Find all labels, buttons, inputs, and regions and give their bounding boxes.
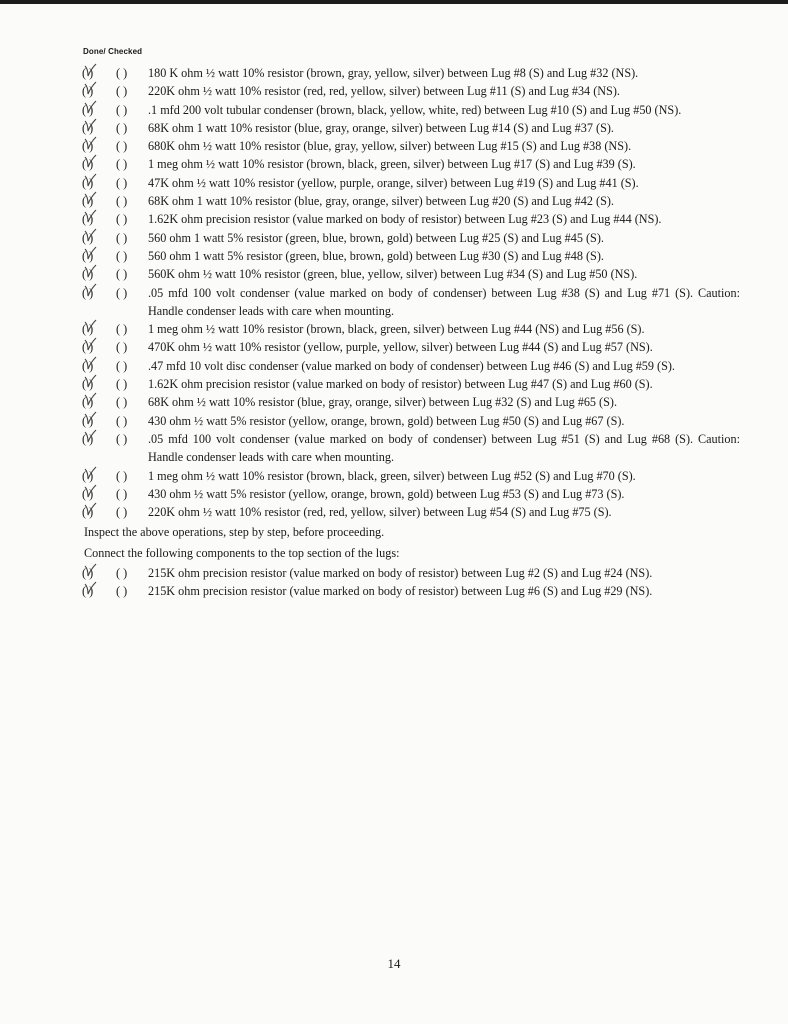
step-text: 560 ohm 1 watt 5% resistor (green, blue, brown, gold) between Lug #25 (S) and Lug #45 (S). bbox=[148, 230, 604, 245]
step-checkboxes bbox=[82, 64, 138, 82]
step-text: 47K ohm ½ watt 10% resistor (yellow, purple, orange, silver) between Lug #19 (S) and Lug #41 (S). bbox=[148, 175, 639, 190]
done-checkbox[interactable]: ( ) bbox=[82, 393, 104, 411]
step-checkboxes bbox=[82, 393, 138, 411]
step-text: 430 ohm ½ watt 5% resistor (yellow, orange, brown, gold) between Lug #50 (S) and Lug #67 (S). bbox=[148, 413, 625, 428]
checked-checkbox[interactable]: ( ) bbox=[116, 431, 128, 446]
done-checkbox[interactable]: ( ) bbox=[82, 338, 104, 356]
handwritten-check-icon bbox=[79, 373, 101, 395]
checked-checkbox[interactable]: ( ) bbox=[116, 102, 128, 117]
checked-checkbox[interactable]: ( ) bbox=[116, 194, 128, 209]
step-text: .05 mfd 100 volt condenser (value marked on body of condenser) between Lug #38 (S) and Lug #71 (S). Caution: Handle condenser leads with care when mounting. bbox=[148, 285, 740, 318]
done-header: Done bbox=[83, 47, 104, 56]
checked-checkbox[interactable]: ( ) bbox=[116, 120, 128, 135]
step-list-top bbox=[80, 564, 740, 601]
step-item bbox=[80, 155, 740, 173]
step-item bbox=[80, 174, 740, 192]
handwritten-check-icon bbox=[79, 117, 101, 139]
handwritten-check-icon bbox=[79, 153, 101, 175]
page-number: 14 bbox=[387, 956, 401, 971]
step-text: 1 meg ohm ½ watt 10% resistor (brown, black, green, silver) between Lug #44 (NS) and Lug #56 (S). bbox=[148, 322, 645, 337]
step-text: 215K ohm precision resistor (value marked on body of resistor) between Lug #2 (S) and Lug #24 (NS). bbox=[148, 566, 653, 581]
step-checkboxes bbox=[82, 485, 138, 503]
checked-checkbox[interactable]: ( ) bbox=[116, 230, 128, 245]
step-text: 470K ohm ½ watt 10% resistor (yellow, purple, yellow, silver) between Lug #44 (S) and Lug #57 (NS). bbox=[148, 340, 653, 355]
done-checkbox[interactable]: ( ) bbox=[82, 564, 104, 582]
checked-checkbox[interactable]: ( ) bbox=[116, 175, 128, 190]
checked-checkbox[interactable]: ( ) bbox=[116, 248, 128, 263]
step-item bbox=[80, 101, 740, 119]
handwritten-check-icon bbox=[79, 501, 101, 523]
checked-checkbox[interactable]: ( ) bbox=[116, 267, 128, 282]
step-checkboxes bbox=[82, 467, 138, 485]
step-text: 180 K ohm ½ watt 10% resistor (brown, gray, yellow, silver) between Lug #8 (S) and Lug #32 (NS). bbox=[148, 66, 639, 80]
step-item bbox=[80, 503, 740, 521]
checked-checkbox[interactable]: ( ) bbox=[116, 468, 128, 483]
checked-checkbox[interactable]: ( ) bbox=[116, 505, 128, 520]
step-item bbox=[80, 375, 740, 393]
step-item bbox=[80, 357, 740, 375]
step-checkboxes bbox=[82, 320, 138, 338]
handwritten-check-icon bbox=[79, 245, 101, 267]
done-checkbox[interactable]: ( ) bbox=[82, 229, 104, 247]
handwritten-check-icon bbox=[79, 99, 101, 121]
done-checkbox[interactable]: ( ) bbox=[82, 174, 104, 192]
step-text: 215K ohm precision resistor (value marked on body of resistor) between Lug #6 (S) and Lug #29 (NS). bbox=[148, 584, 653, 599]
step-checkboxes bbox=[82, 338, 138, 356]
step-item bbox=[80, 284, 740, 321]
step-checkboxes bbox=[82, 192, 138, 210]
step-text: 560K ohm ½ watt 10% resistor (green, blue, yellow, silver) between Lug #34 (S) and Lug #50 (NS). bbox=[148, 267, 638, 282]
step-text: 220K ohm ½ watt 10% resistor (red, red, yellow, silver) between Lug #54 (S) and Lug #75 (S). bbox=[148, 505, 612, 520]
done-checkbox[interactable]: ( ) bbox=[82, 64, 104, 82]
handwritten-check-icon bbox=[79, 135, 101, 157]
handwritten-check-icon bbox=[79, 483, 101, 505]
checked-header: Checked bbox=[108, 47, 143, 56]
step-text: 1.62K ohm precision resistor (value marked on body of resistor) between Lug #47 (S) and Lug #60 (S). bbox=[148, 377, 653, 392]
instruction-list bbox=[80, 64, 740, 601]
step-checkboxes bbox=[82, 430, 138, 448]
inspect-note: Inspect the above operations, step by step, before proceeding. bbox=[84, 525, 385, 540]
step-text: 68K ohm 1 watt 10% resistor (blue, gray, orange, silver) between Lug #14 (S) and Lug #37 (S). bbox=[148, 120, 614, 135]
step-checkboxes bbox=[82, 155, 138, 173]
checked-checkbox[interactable]: ( ) bbox=[116, 212, 128, 227]
checked-checkbox[interactable]: ( ) bbox=[116, 285, 128, 300]
page-top-rule bbox=[0, 0, 788, 4]
step-item bbox=[80, 320, 740, 338]
step-item bbox=[80, 338, 740, 356]
done-checkbox[interactable]: ( ) bbox=[82, 485, 104, 503]
step-item bbox=[80, 137, 740, 155]
step-item bbox=[80, 564, 740, 582]
step-text: 1 meg ohm ½ watt 10% resistor (brown, black, green, silver) between Lug #52 (S) and Lug #70 (S). bbox=[148, 468, 636, 483]
step-checkboxes bbox=[82, 503, 138, 521]
checked-checkbox[interactable]: ( ) bbox=[116, 584, 128, 599]
done-checkbox[interactable]: ( ) bbox=[82, 284, 104, 302]
checked-checkbox[interactable]: ( ) bbox=[116, 395, 128, 410]
done-checkbox[interactable]: ( ) bbox=[82, 265, 104, 283]
checked-checkbox[interactable]: ( ) bbox=[116, 322, 128, 337]
step-checkboxes bbox=[82, 265, 138, 283]
step-text: .47 mfd 10 volt disc condenser (value marked on body of condenser) between Lug #46 (S) and Lug #59 (S). bbox=[148, 358, 675, 373]
handwritten-check-icon bbox=[79, 80, 101, 102]
step-checkboxes bbox=[82, 137, 138, 155]
handwritten-check-icon bbox=[79, 428, 101, 450]
handwritten-check-icon bbox=[79, 282, 101, 304]
done-checkbox[interactable]: ( ) bbox=[82, 582, 104, 600]
step-item bbox=[80, 229, 740, 247]
handwritten-check-icon bbox=[79, 410, 101, 432]
step-text: 1 meg ohm ½ watt 10% resistor (brown, black, green, silver) between Lug #17 (S) and Lug #39 (S). bbox=[148, 157, 636, 172]
handwritten-check-icon bbox=[79, 190, 101, 212]
done-checkbox[interactable]: ( ) bbox=[82, 503, 104, 521]
done-checkbox[interactable]: ( ) bbox=[82, 412, 104, 430]
step-text: .05 mfd 100 volt condenser (value marked on body of condenser) between Lug #51 (S) and Lug #68 (S). Caution: Handle condenser leads with care when mounting. bbox=[148, 431, 740, 465]
handwritten-check-icon bbox=[79, 465, 101, 487]
done-checkbox[interactable]: ( ) bbox=[82, 119, 104, 137]
step-text: 68K ohm 1 watt 10% resistor (blue, gray, orange, silver) between Lug #20 (S) and Lug #42 (S). bbox=[148, 194, 614, 209]
checked-checkbox[interactable]: ( ) bbox=[116, 157, 128, 172]
step-checkboxes bbox=[82, 357, 138, 375]
step-list-bottom bbox=[80, 64, 740, 521]
column-header: Done/ Checked bbox=[83, 47, 143, 56]
handwritten-check-icon bbox=[79, 336, 101, 358]
step-text: .1 mfd 200 volt tubular condenser (brown, black, yellow, white, red) between Lug #10 (S) and Lug #50 (NS). bbox=[148, 102, 682, 117]
step-checkboxes bbox=[82, 119, 138, 137]
handwritten-check-icon bbox=[79, 355, 101, 377]
step-item bbox=[80, 393, 740, 411]
step-checkboxes bbox=[82, 229, 138, 247]
checked-checkbox[interactable]: ( ) bbox=[116, 84, 128, 99]
done-checkbox[interactable]: ( ) bbox=[82, 155, 104, 173]
step-checkboxes bbox=[82, 210, 138, 228]
checked-checkbox[interactable]: ( ) bbox=[116, 66, 128, 80]
step-item bbox=[80, 467, 740, 485]
step-checkboxes bbox=[82, 375, 138, 393]
handwritten-check-icon bbox=[79, 208, 101, 230]
handwritten-check-icon bbox=[79, 263, 101, 285]
step-text: 220K ohm ½ watt 10% resistor (red, red, yellow, silver) between Lug #11 (S) and Lug #34 (NS). bbox=[148, 84, 620, 99]
handwritten-check-icon bbox=[79, 227, 101, 249]
done-checkbox[interactable]: ( ) bbox=[82, 357, 104, 375]
step-item bbox=[80, 582, 740, 600]
done-checkbox[interactable]: ( ) bbox=[82, 430, 104, 448]
step-checkboxes bbox=[82, 101, 138, 119]
step-checkboxes bbox=[82, 564, 138, 582]
step-checkboxes bbox=[82, 247, 138, 265]
handwritten-check-icon bbox=[79, 172, 101, 194]
step-checkboxes bbox=[82, 82, 138, 100]
done-checkbox[interactable]: ( ) bbox=[82, 375, 104, 393]
handwritten-check-icon bbox=[79, 318, 101, 340]
step-item bbox=[80, 119, 740, 137]
step-text: 560 ohm 1 watt 5% resistor (green, blue, brown, gold) between Lug #30 (S) and Lug #48 (S). bbox=[148, 248, 604, 263]
done-checkbox[interactable]: ( ) bbox=[82, 137, 104, 155]
handwritten-check-icon bbox=[79, 580, 101, 602]
handwritten-check-icon bbox=[79, 562, 101, 584]
checked-checkbox[interactable]: ( ) bbox=[116, 358, 128, 373]
step-item bbox=[80, 192, 740, 210]
step-item bbox=[80, 485, 740, 503]
step-item bbox=[80, 265, 740, 283]
step-item bbox=[80, 210, 740, 228]
checked-checkbox[interactable]: ( ) bbox=[116, 139, 128, 154]
step-text: 680K ohm ½ watt 10% resistor (blue, gray, yellow, silver) between Lug #15 (S) and Lug #38 (NS). bbox=[148, 139, 632, 154]
done-checkbox[interactable]: ( ) bbox=[82, 247, 104, 265]
checked-checkbox[interactable]: ( ) bbox=[116, 377, 128, 392]
done-checkbox[interactable]: ( ) bbox=[82, 101, 104, 119]
step-checkboxes bbox=[82, 174, 138, 192]
step-item bbox=[80, 64, 740, 82]
checked-checkbox[interactable]: ( ) bbox=[116, 340, 128, 355]
step-text: 68K ohm ½ watt 10% resistor (blue, gray, orange, silver) between Lug #32 (S) and Lug #65 (S). bbox=[148, 395, 617, 410]
step-text: 1.62K ohm precision resistor (value marked on body of resistor) between Lug #23 (S) and Lug #44 (NS). bbox=[148, 212, 662, 227]
handwritten-check-icon bbox=[79, 62, 101, 84]
checked-checkbox[interactable]: ( ) bbox=[116, 413, 128, 428]
step-item bbox=[80, 430, 740, 467]
done-checkbox[interactable]: ( ) bbox=[82, 210, 104, 228]
checked-checkbox[interactable]: ( ) bbox=[116, 566, 128, 581]
done-checkbox[interactable]: ( ) bbox=[82, 192, 104, 210]
step-item bbox=[80, 412, 740, 430]
step-checkboxes bbox=[82, 412, 138, 430]
done-checkbox[interactable]: ( ) bbox=[82, 320, 104, 338]
checked-checkbox[interactable]: ( ) bbox=[116, 486, 128, 501]
step-checkboxes bbox=[82, 582, 138, 600]
handwritten-check-icon bbox=[79, 391, 101, 413]
step-item bbox=[80, 247, 740, 265]
step-checkboxes bbox=[82, 284, 138, 302]
step-item bbox=[80, 82, 740, 100]
step-text: 430 ohm ½ watt 5% resistor (yellow, orange, brown, gold) between Lug #53 (S) and Lug #73 (S). bbox=[148, 486, 625, 501]
done-checkbox[interactable]: ( ) bbox=[82, 467, 104, 485]
connect-heading: Connect the following components to the top section of the lugs: bbox=[84, 545, 400, 560]
done-checkbox[interactable]: ( ) bbox=[82, 82, 104, 100]
